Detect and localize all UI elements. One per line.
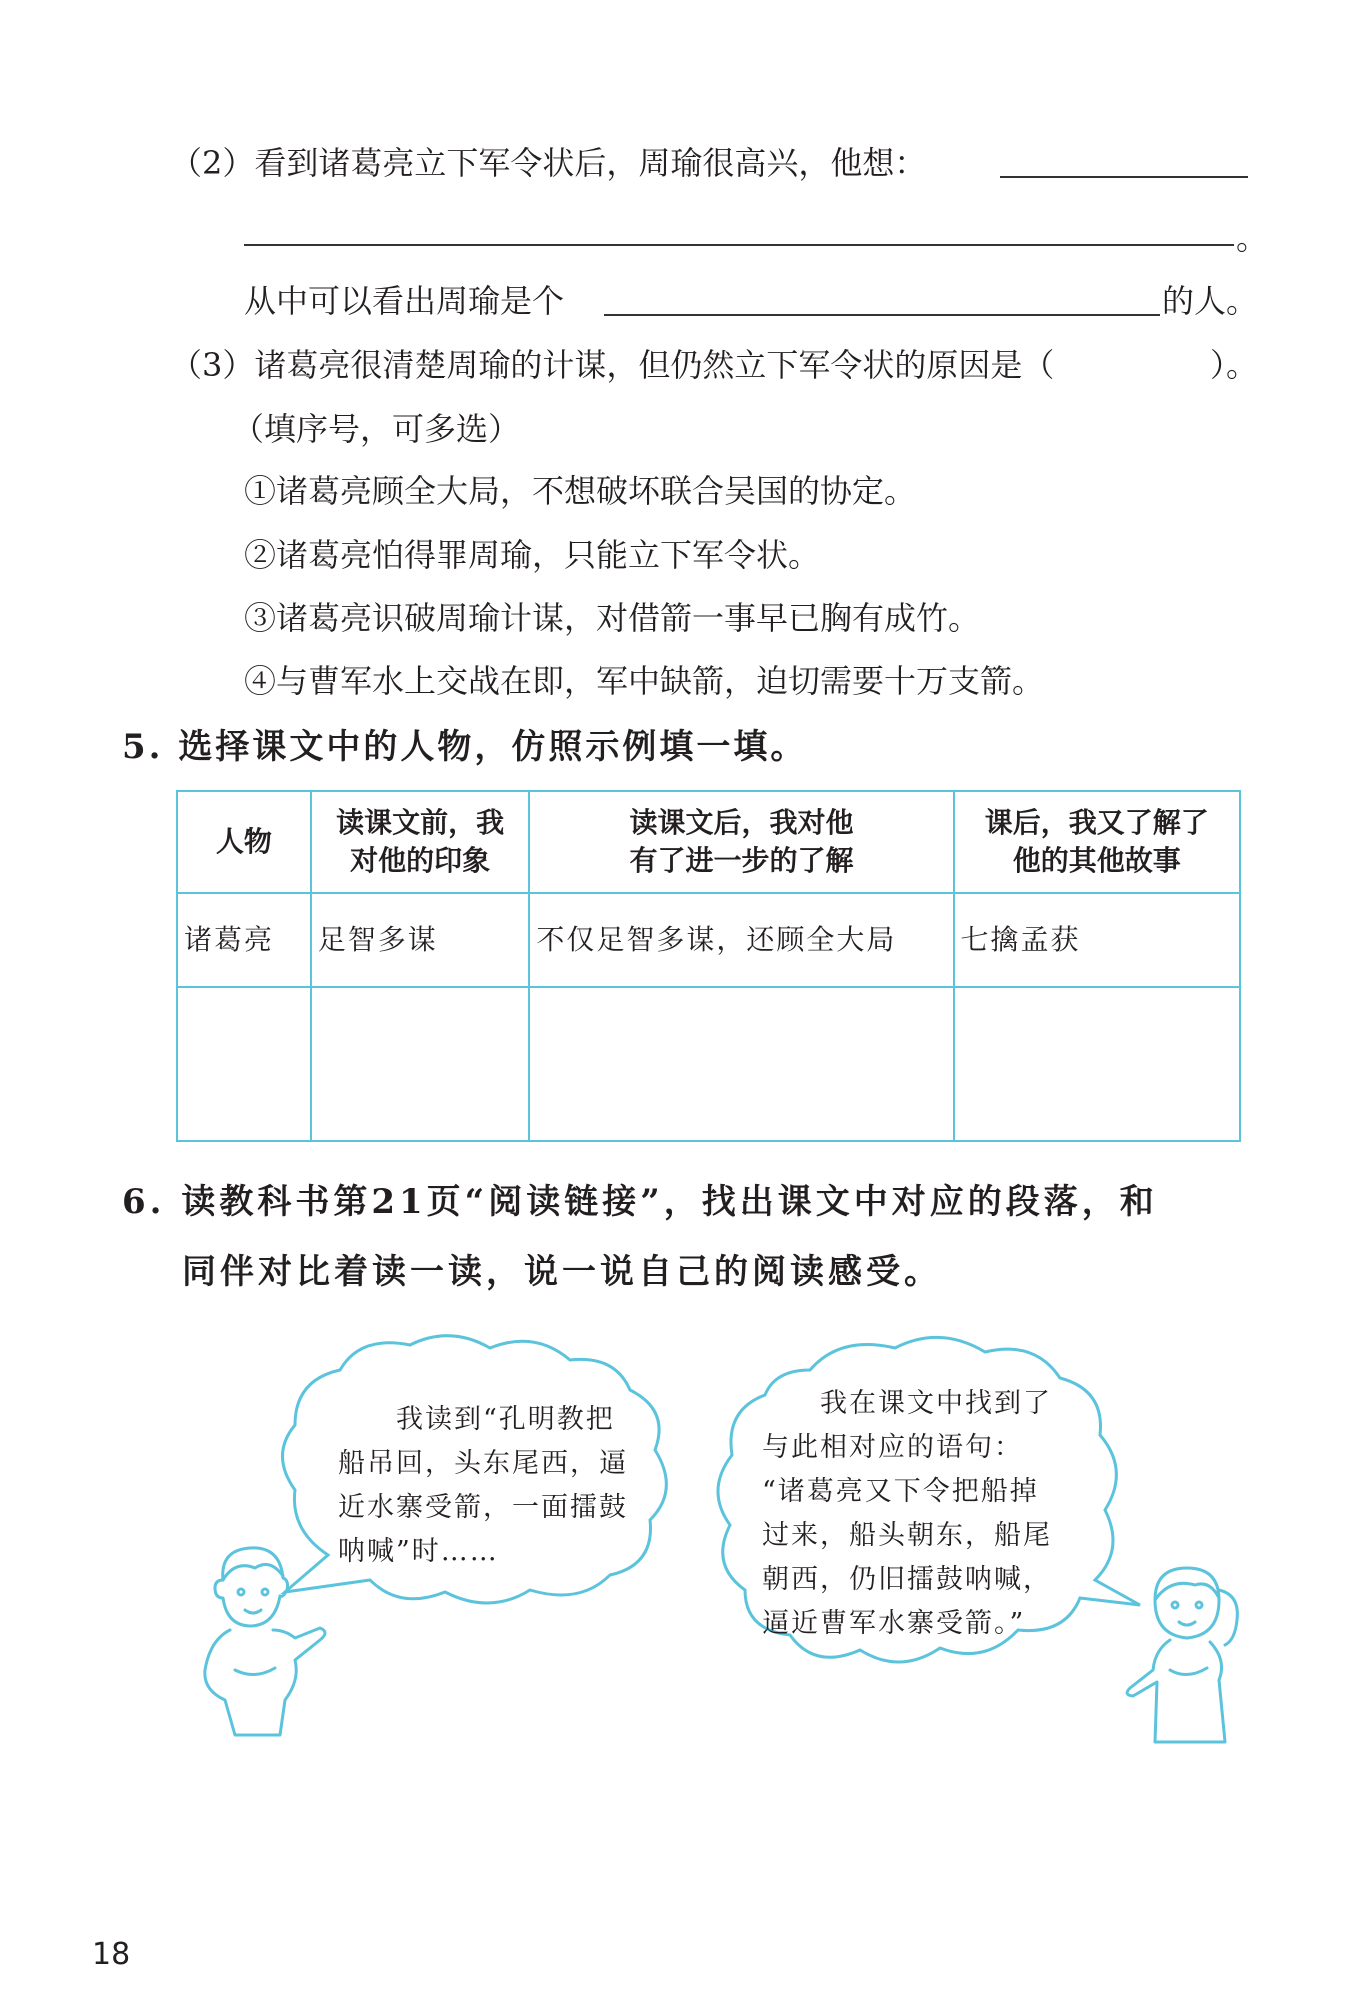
header-before: 读课文前，我 对他的印象 [311, 791, 530, 893]
q2-line1: （2）看到诸葛亮立下军令状后，周瑜很高兴，他想： [170, 144, 927, 182]
q3-option-4: ④与曹军水上交战在即，军中缺箭，迫切需要十万支箭。 [244, 662, 1045, 700]
header-after: 读课文后，我对他 有了进一步的了解 [529, 791, 953, 893]
right-bubble-line: 过来，船头朝东，船尾 [762, 1520, 1052, 1551]
right-bubble-text [762, 1382, 1052, 1646]
q6-line2: 同伴对比着读一读，说一说自己的阅读感受。 [182, 1252, 942, 1292]
q3-option-2: ②诸葛亮怕得罪周瑜，只能立下军令状。 [244, 536, 821, 574]
example-impression-after: 不仅足智多谋，还顾全大局 [529, 893, 953, 987]
header-character: 人物 [177, 791, 311, 893]
table-example-row [177, 893, 1240, 987]
q2-line3-prefix: 从中可以看出周瑜是个 [244, 282, 565, 320]
q2-line3-suffix: 的人。 [1162, 282, 1259, 320]
q3-option-3: ③诸葛亮识破周瑜计谋，对借箭一事早已胸有成竹。 [244, 599, 981, 637]
q3-note: （填序号，可多选） [232, 410, 521, 448]
left-bubble-text [338, 1398, 628, 1574]
q2-blank-2[interactable] [244, 244, 1234, 246]
example-other-story: 七擒孟获 [954, 893, 1240, 987]
q3-line1-end: ）。 [1210, 346, 1259, 384]
example-impression-before: 足智多谋 [311, 893, 530, 987]
example-character: 诸葛亮 [177, 893, 311, 987]
q3-line1: （3）诸葛亮很清楚周瑜的计谋，但仍然立下军令状的原因是（ [170, 346, 1055, 384]
q3-option-1: ①诸葛亮顾全大局，不想破坏联合吴国的协定。 [244, 472, 917, 510]
answer-character-cell[interactable] [177, 987, 311, 1141]
right-bubble-line: “诸葛亮又下令把船掉 [762, 1476, 1039, 1507]
right-bubble-line: 与此相对应的语句： [762, 1432, 1023, 1463]
q5-heading: 5. 选择课文中的人物，仿照示例填一填。 [122, 727, 808, 767]
right-bubble-line: 朝西，仍旧擂鼓呐喊， [762, 1564, 1052, 1595]
right-bubble-line: 逼近曹军水寨受箭。” [762, 1608, 1026, 1639]
boy-illustration [185, 1540, 335, 1740]
header-other-stories: 课后，我又了解了 他的其他故事 [954, 791, 1240, 893]
left-bubble-line: 船吊回，头东尾西，逼 [338, 1448, 628, 1479]
answer-before-cell[interactable] [311, 987, 530, 1141]
left-bubble-line: 我读到“孔明教把 [338, 1404, 615, 1435]
answer-after-cell[interactable] [529, 987, 953, 1141]
q2-blank-1[interactable] [1000, 176, 1248, 178]
left-bubble-line: 近水寨受箭，一面擂鼓 [338, 1492, 628, 1523]
girl-illustration [1115, 1560, 1255, 1750]
character-table [176, 790, 1241, 1142]
q6-line1: 6. 读教科书第21页“阅读链接”，找出课文中对应的段落，和 [122, 1182, 1158, 1222]
left-bubble-line: 呐喊”时…… [338, 1536, 499, 1567]
page-number: 18 [92, 1937, 131, 1972]
right-bubble-line: 我在课文中找到了 [762, 1388, 1052, 1419]
q2-blank-3[interactable] [604, 314, 1160, 316]
table-header-row [177, 791, 1240, 893]
table-answer-row [177, 987, 1240, 1141]
q2-end-mark: 。 [1236, 219, 1269, 257]
answer-other-cell[interactable] [954, 987, 1240, 1141]
